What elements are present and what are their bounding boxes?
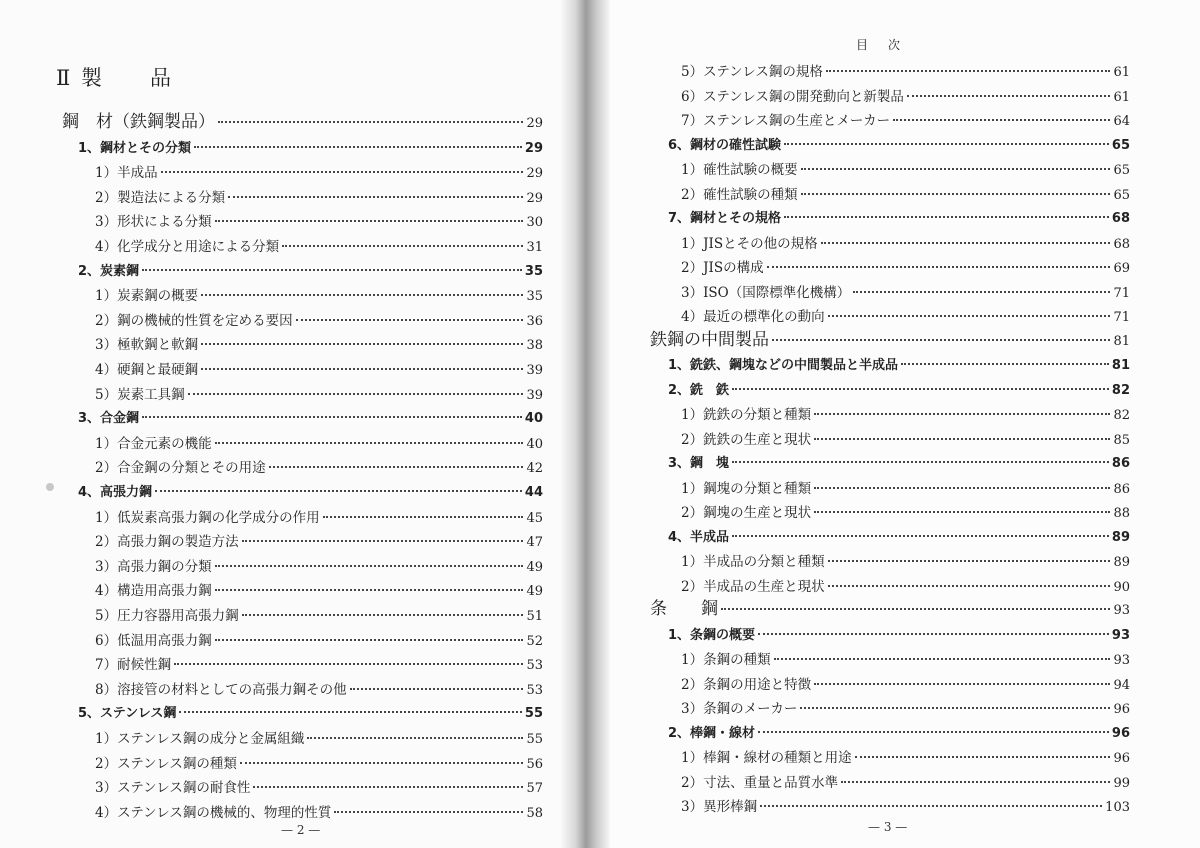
toc-page-number: 96 [1111, 725, 1130, 741]
dot-leader [814, 671, 1110, 685]
toc-page-number: 40 [526, 436, 543, 452]
toc-page-number: 68 [1111, 211, 1130, 226]
dot-leader [215, 577, 524, 591]
toc-entry-title: 7）ステンレス鋼の生産とメーカー [681, 113, 891, 129]
toc-section-entry [668, 379, 1130, 403]
toc-page-number: 71 [1113, 310, 1130, 325]
toc-section-entry [78, 407, 543, 431]
toc-entry-title: 1）JISとその他の規格 [681, 235, 818, 252]
toc-entry-title: 1）銑鉄の分類と種類 [681, 407, 812, 423]
dot-leader [758, 719, 1109, 733]
toc-entry-title: 3、合金鋼 [78, 411, 140, 427]
toc-entry-title: 2）ステンレス鋼の種類 [95, 755, 237, 772]
dot-leader [732, 449, 1109, 463]
toc-page-number: 49 [526, 559, 543, 575]
paper-speck [46, 483, 54, 491]
toc-entry-title: 1）合金元素の機能 [95, 435, 212, 452]
toc-item-entry [95, 432, 543, 456]
toc-page-number: 36 [526, 313, 543, 329]
dot-leader [826, 58, 1111, 72]
dot-leader [907, 83, 1111, 97]
toc-page-number: 68 [1113, 236, 1130, 252]
toc-section-entry [668, 722, 1130, 746]
toc-page-number: 65 [1113, 163, 1130, 178]
toc-entry-title: 5）圧力容器用高張力鋼 [95, 608, 239, 624]
toc-item-entry [95, 383, 543, 407]
toc-entry-title: 3）条鋼のメーカー [681, 701, 798, 717]
toc-entry-title: 2）合金鋼の分類とその用途 [95, 460, 266, 477]
toc-page-number: 81 [1113, 333, 1130, 349]
toc-page-number: 99 [1113, 775, 1130, 791]
dot-leader [801, 181, 1111, 195]
toc-entry-title: 4）化学成分と用途による分類 [95, 239, 280, 255]
toc-page-number: 61 [1113, 89, 1130, 105]
dot-leader [307, 725, 523, 739]
toc-item-entry [681, 550, 1130, 574]
dot-leader [201, 331, 523, 345]
toc-item-entry [95, 358, 543, 382]
toc-entry-title: 1）低炭素高張力鋼の化学成分の作用 [95, 509, 320, 526]
toc-page-number: 69 [1113, 261, 1130, 276]
toc-entry-title: 2）条鋼の用途と特徴 [681, 676, 812, 693]
toc-item-entry [681, 305, 1130, 329]
toc-page-number: 39 [526, 363, 543, 378]
toc-page-number: 89 [1111, 529, 1130, 545]
toc-entry-title: 2）鋼の機械的性質を定める要因 [95, 312, 293, 329]
toc-page-number: 39 [526, 387, 543, 403]
dot-leader [215, 208, 524, 222]
dot-leader [201, 356, 523, 370]
toc-section-entry [668, 207, 1130, 231]
dot-leader [901, 351, 1109, 365]
toc-entry-title: 2、炭素鋼 [78, 263, 140, 279]
toc-part-entry [62, 110, 543, 134]
toc-item-entry [681, 403, 1130, 427]
dot-leader [323, 504, 524, 518]
toc-entry-title: 1）炭素鋼の概要 [95, 288, 199, 305]
toc-entry-title: 3）形状による分類 [95, 214, 212, 231]
toc-entry-title: 3）ISO（国際標準化機構） [681, 284, 851, 301]
toc-page-number: 42 [526, 461, 543, 477]
toc-item-entry [681, 158, 1130, 182]
dot-leader [215, 430, 524, 444]
toc-page-number: 45 [526, 510, 543, 526]
dot-leader [253, 774, 523, 788]
dot-leader [218, 109, 523, 123]
toc-entry-title: 条 鋼 [650, 599, 718, 619]
toc-item-entry [681, 575, 1130, 599]
toc-entry-title: 1）ステンレス鋼の成分と金属組織 [95, 731, 305, 747]
toc-item-entry [95, 333, 543, 357]
dot-leader [282, 233, 523, 247]
dot-leader [179, 699, 521, 713]
toc-page-number: 89 [1113, 555, 1130, 570]
toc-item-entry [681, 477, 1130, 501]
dot-leader [828, 303, 1111, 317]
toc-entry-title: 2）寸法、重量と品質水準 [681, 774, 839, 791]
toc-entry-title: 5、ステンレス鋼 [78, 706, 177, 722]
toc-page-number: 94 [1113, 677, 1130, 693]
toc-entry-title: 2）鋼塊の生産と現状 [681, 505, 812, 521]
toc-section-entry [668, 526, 1130, 550]
toc-item-entry [95, 309, 543, 333]
toc-item-entry [681, 256, 1130, 280]
toc-page-number: 93 [1111, 627, 1130, 643]
dot-leader [767, 254, 1111, 268]
toc-section-entry [668, 354, 1130, 378]
dot-leader [240, 750, 524, 764]
toc-page-number: 86 [1111, 456, 1130, 471]
toc-entry-title: 4）最近の標準化の動向 [681, 309, 825, 325]
toc-entry-title: 6）ステンレス鋼の開発動向と新製品 [681, 88, 904, 105]
toc-page-number: 29 [526, 190, 543, 206]
dot-leader [721, 596, 1110, 610]
dot-leader [814, 426, 1110, 440]
toc-page-number: 82 [1111, 382, 1130, 398]
toc-section-entry [78, 481, 543, 505]
toc-item-entry [95, 555, 543, 579]
toc-entry-title: 2、棒鋼・線材 [668, 725, 756, 741]
toc-page-number: 53 [526, 658, 543, 674]
dot-leader [242, 528, 524, 542]
toc-page-number: 96 [1113, 702, 1130, 717]
section-heading: Ⅱ 製 品 [56, 66, 173, 90]
dot-leader [201, 282, 523, 296]
toc-entry-title: 4）硬鋼と最硬鋼 [95, 362, 199, 378]
dot-leader [760, 793, 1102, 807]
toc-item-entry [681, 85, 1130, 109]
dot-leader [784, 131, 1109, 145]
toc-item-entry [681, 60, 1130, 84]
dot-leader [828, 573, 1111, 587]
toc-part-entry [650, 597, 1130, 621]
toc-section-entry [78, 137, 543, 161]
dot-leader [334, 799, 523, 813]
toc-item-entry [95, 752, 543, 776]
toc-entry-title: 1、条鋼の概要 [668, 627, 756, 643]
toc-page-number: 29 [524, 140, 543, 156]
dot-leader [758, 621, 1109, 635]
toc-item-entry [95, 506, 543, 530]
dot-leader [814, 499, 1110, 513]
toc-page-number: 47 [526, 535, 543, 551]
toc-entry-title: 2）半成品の生産と現状 [681, 578, 825, 595]
toc-item-entry [95, 801, 543, 825]
toc-page-number: 57 [526, 781, 543, 797]
toc-item-entry [95, 579, 543, 603]
dot-leader [772, 327, 1110, 341]
toc-entry-title: 4）構造用高張力鋼 [95, 583, 212, 600]
toc-item-entry [681, 673, 1130, 697]
dot-leader [174, 651, 523, 665]
toc-section-entry [668, 452, 1130, 476]
toc-item-entry [95, 235, 543, 259]
toc-page-number: 35 [526, 289, 543, 305]
dot-leader [841, 769, 1110, 783]
toc-entry-title: 7）耐候性鋼 [95, 657, 172, 674]
toc-page-number: 81 [1111, 358, 1130, 373]
toc-entry-title: 鋼 材（鉄鋼製品） [62, 112, 215, 132]
toc-entry-title: 1）確性試験の概要 [681, 162, 798, 178]
toc-page-number: 58 [526, 805, 543, 821]
toc-item-entry [681, 232, 1130, 256]
dot-leader [269, 454, 524, 468]
toc-page-number: 51 [526, 609, 543, 624]
toc-page-number: 86 [1113, 481, 1130, 497]
dot-leader [828, 548, 1111, 562]
toc-page-number: 40 [524, 411, 543, 427]
toc-entry-title: 2、銑 鉄 [668, 382, 730, 398]
toc-entry-title: 1）半成品の分類と種類 [681, 554, 825, 570]
toc-item-entry [681, 428, 1130, 452]
toc-entry-title: 2）高張力鋼の製造方法 [95, 534, 239, 551]
dot-leader [296, 307, 524, 321]
toc-page-number: 30 [526, 215, 543, 231]
dot-leader [774, 646, 1111, 660]
toc-item-entry [95, 161, 543, 185]
dot-leader [142, 257, 522, 271]
dot-leader [188, 381, 524, 395]
dot-leader [732, 376, 1109, 390]
toc-page-number: 29 [526, 166, 543, 182]
dot-leader [215, 553, 524, 567]
toc-page-number: 53 [526, 682, 543, 698]
toc-page-number: 35 [524, 263, 543, 279]
toc-page-number: 52 [526, 633, 543, 649]
toc-page-number: 55 [526, 732, 543, 747]
toc-section-entry [78, 260, 543, 284]
toc-item-entry [681, 795, 1130, 819]
page-number: — 2 — [281, 823, 321, 837]
dot-leader [161, 159, 524, 173]
toc-page-number: 65 [1111, 137, 1130, 153]
toc-entry-title: 2）JISの構成 [681, 260, 764, 276]
toc-item-entry [95, 210, 543, 234]
toc-item-entry [95, 629, 543, 653]
dot-leader [215, 627, 524, 641]
toc-page-number: 61 [1113, 65, 1130, 80]
toc-page-number: 82 [1113, 408, 1130, 423]
toc-entry-title: 4、高張力鋼 [78, 485, 153, 500]
toc-item-entry [95, 530, 543, 554]
toc-section-entry [668, 134, 1130, 158]
toc-item-entry [95, 604, 543, 628]
toc-page-number: 55 [524, 706, 543, 722]
toc-entry-title: 1）鋼塊の分類と種類 [681, 480, 812, 497]
toc-item-entry [95, 727, 543, 751]
toc-entry-title: 6、鋼材の確性試験 [668, 137, 782, 153]
toc-entry-title: 4、半成品 [668, 529, 730, 545]
dot-leader [853, 279, 1110, 293]
dot-leader [855, 744, 1111, 758]
dot-leader [242, 602, 524, 616]
dot-leader [194, 134, 522, 148]
toc-item-entry [681, 746, 1130, 770]
toc-entry-title: 2）確性試験の種類 [681, 186, 798, 203]
left-page [0, 0, 575, 848]
right-page [600, 0, 1200, 848]
toc-item-entry [681, 697, 1130, 721]
toc-entry-title: 2）製造法による分類 [95, 189, 226, 206]
toc-entry-title: 5）炭素工具鋼 [95, 386, 185, 403]
toc-part-entry [650, 328, 1130, 352]
toc-entry-title: 3）極軟鋼と軟鋼 [95, 337, 199, 354]
running-header: 目次 [856, 38, 921, 52]
dot-leader [800, 695, 1110, 709]
toc-page-number: 29 [526, 116, 543, 131]
toc-entry-title: 3、鋼 塊 [668, 456, 730, 471]
toc-page-number: 90 [1113, 579, 1130, 595]
toc-section-entry [668, 624, 1130, 648]
book-gutter [560, 0, 610, 848]
toc-item-entry [95, 456, 543, 480]
toc-entry-title: 鉄鋼の中間製品 [650, 329, 769, 350]
toc-item-entry [95, 653, 543, 677]
dot-leader [801, 156, 1111, 170]
toc-page-number: 85 [1113, 432, 1130, 448]
toc-item-entry [95, 284, 543, 308]
toc-page-number: 56 [526, 756, 543, 772]
dot-leader [814, 475, 1110, 489]
toc-entry-title: 1、鋼材とその分類 [78, 140, 192, 156]
toc-item-entry [681, 109, 1130, 133]
toc-page-number: 49 [526, 584, 543, 600]
toc-entry-title: 4）ステンレス鋼の機械的、物理的性質 [95, 804, 332, 821]
toc-page-number: 64 [1113, 114, 1130, 129]
toc-entry-title: 8）溶接管の材料としての高張力鋼その他 [95, 681, 347, 698]
toc-item-entry [681, 501, 1130, 525]
toc-section-entry [78, 702, 543, 726]
toc-item-entry [681, 648, 1130, 672]
toc-entry-title: 3）異形棒鋼 [681, 799, 758, 815]
toc-entry-title: 3）高張力鋼の分類 [95, 558, 212, 575]
toc-page-number: 38 [526, 338, 543, 354]
dot-leader [228, 184, 523, 198]
toc-page-number: 31 [526, 240, 543, 255]
dot-leader [821, 230, 1111, 244]
toc-page-number: 65 [1113, 187, 1130, 203]
dot-leader [814, 401, 1110, 415]
toc-entry-title: 1、銑鉄、鋼塊などの中間製品と半成品 [668, 358, 899, 373]
dot-leader [784, 204, 1109, 218]
toc-page-number: 93 [1113, 603, 1130, 618]
toc-entry-title: 6）低温用高張力鋼 [95, 632, 212, 649]
toc-item-entry [95, 678, 543, 702]
toc-page-number: 96 [1113, 751, 1130, 766]
dot-leader [155, 478, 522, 492]
toc-page-number: 103 [1105, 800, 1130, 815]
toc-item-entry [681, 771, 1130, 795]
toc-item-entry [95, 776, 543, 800]
toc-entry-title: 2）銑鉄の生産と現状 [681, 431, 812, 448]
toc-entry-title: 5）ステンレス鋼の規格 [681, 64, 823, 80]
toc-item-entry [681, 183, 1130, 207]
dot-leader [350, 676, 524, 690]
toc-entry-title: 3）ステンレス鋼の耐食性 [95, 780, 251, 797]
toc-entry-title: 1）棒鋼・線材の種類と用途 [681, 750, 852, 766]
toc-entry-title: 7、鋼材とその規格 [668, 211, 782, 226]
dot-leader [732, 523, 1109, 537]
toc-page-number: 71 [1113, 285, 1130, 301]
toc-page-number: 93 [1113, 653, 1130, 668]
toc-page-number: 44 [524, 485, 543, 500]
page-number: — 3 — [868, 820, 908, 834]
dot-leader [893, 107, 1110, 121]
toc-item-entry [95, 186, 543, 210]
toc-entry-title: 1）条鋼の種類 [681, 652, 771, 668]
dot-leader [142, 404, 522, 418]
toc-item-entry [681, 281, 1130, 305]
toc-page-number: 88 [1113, 506, 1130, 521]
toc-entry-title: 1）半成品 [95, 165, 158, 182]
